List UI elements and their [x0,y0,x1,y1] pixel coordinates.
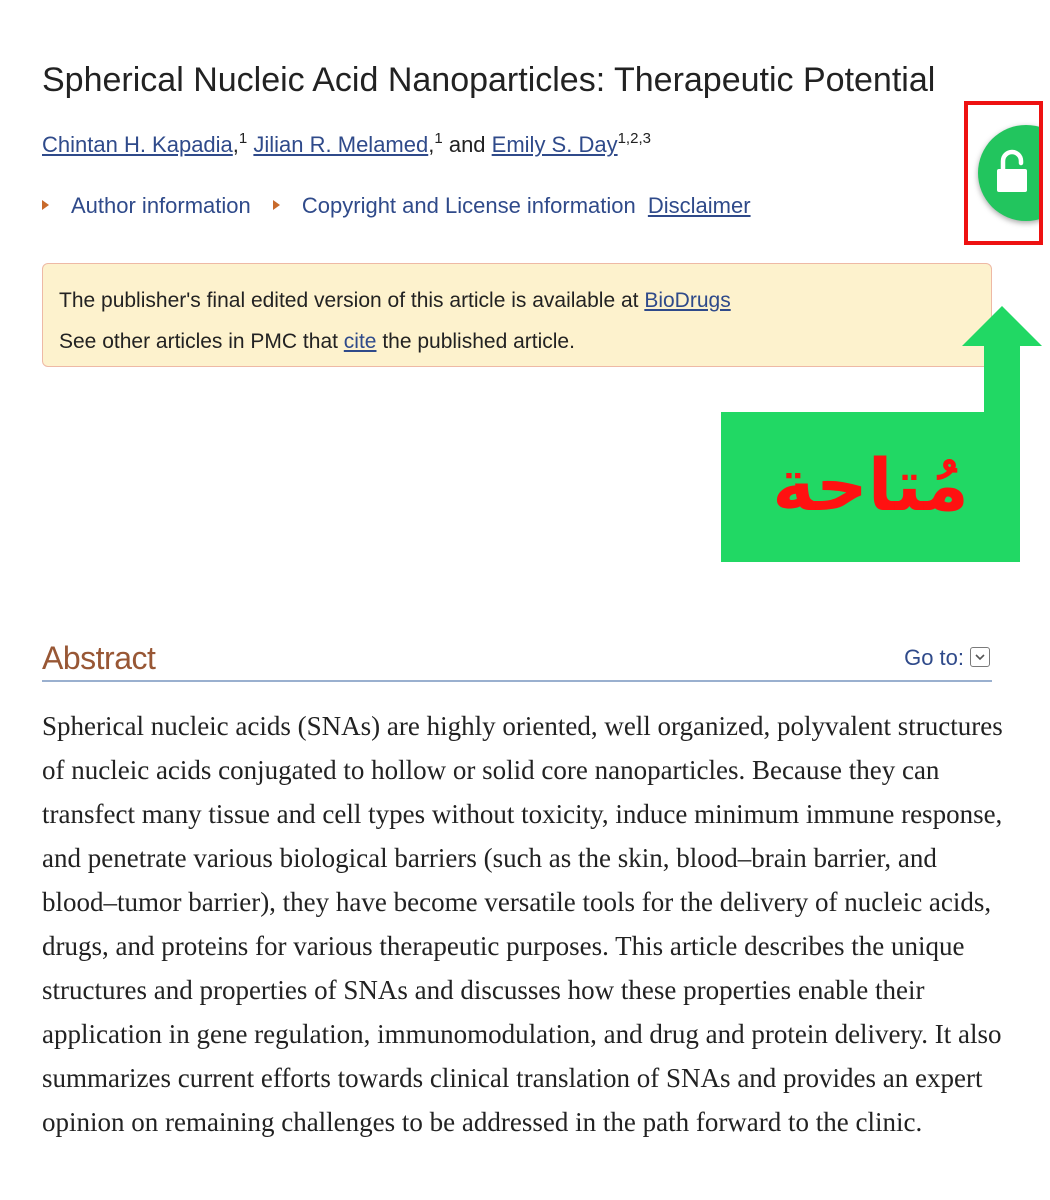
up-arrow-icon [962,306,1042,416]
notice-text: See other articles in PMC that [59,330,344,353]
abstract-line: and penetrate various biological barriers (such as the skin, blood–brain barrier, and [42,843,937,873]
article-title: Spherical Nucleic Acid Nanoparticles: Therapeutic Potential [42,61,936,99]
open-access-button[interactable] [978,125,1043,221]
abstract-line: opinion on remaining challenges to be addressed in the path forward to the clinic. [42,1107,923,1137]
expand-triangle-icon[interactable] [273,200,280,210]
author-link-melamed[interactable]: Jilian R. Melamed [253,132,429,157]
disclaimer-link[interactable]: Disclaimer [647,193,751,218]
notice-text: the published article. [376,330,575,353]
biodrugs-link[interactable]: BioDrugs [644,289,731,312]
copyright-license-toggle[interactable]: Copyright and License information [301,193,636,218]
author-information-toggle[interactable]: Author information [71,193,251,218]
abstract-line: of nucleic acids conjugated to hollow or solid core nanoparticles. Because they can [42,755,940,785]
author-conjunction: and [448,132,486,157]
notice-text: The publisher's final edited version of this article is available at [59,289,645,312]
abstract-header [42,638,992,682]
abstract-text [42,704,1003,1144]
abstract-line: Spherical nucleic acids (SNAs) are highly oriented, well organized, polyvalent structures [42,711,1003,741]
chevron-down-icon[interactable] [970,647,990,667]
expand-triangle-icon[interactable] [42,200,49,210]
unlock-icon [995,149,1029,193]
abstract-line: drugs, and proteins for various therapeutic purposes. This article describes the unique [42,931,965,961]
abstract-line: blood–tumor barrier), they have become versatile tools for the delivery of nucleic acids, [42,887,992,917]
annotation-label: مُتاحة [772,443,969,527]
author-affiliation-sup: 1,2,3 [617,130,651,147]
cite-link[interactable]: cite [343,330,377,353]
author-affiliation-sup: 1 [238,130,248,147]
author-list: Chintan H. Kapadia,$^1$ Jilian R. Melamed,$^1$ and Emily S. Day$^{1,2,3}$ [42,130,651,157]
author-link-kapadia[interactable]: Chintan H. Kapadia [42,132,233,157]
highlight-frame [964,101,1043,245]
abstract-line: application in gene regulation, immunomodulation, and drug and protein delivery. It also [42,1019,1002,1049]
goto-label: Go to: [904,645,964,670]
goto-menu[interactable] [904,644,990,672]
abstract-line: structures and properties of SNAs and discusses how these properties enable their [42,975,925,1005]
article-info-bar [42,190,751,222]
author-link-day[interactable]: Emily S. Day [491,132,618,157]
abstract-line: transfect many tissue and cell types without toxicity, induce minimum immune response, [42,799,1003,829]
publisher-notice [42,263,992,367]
abstract-line: summarizes current efforts towards clinical translation of SNAs and provides an expert [42,1063,983,1093]
annotation-label-box [721,412,1020,562]
author-affiliation-sup: 1 [434,130,443,147]
abstract-heading: Abstract [42,640,156,676]
